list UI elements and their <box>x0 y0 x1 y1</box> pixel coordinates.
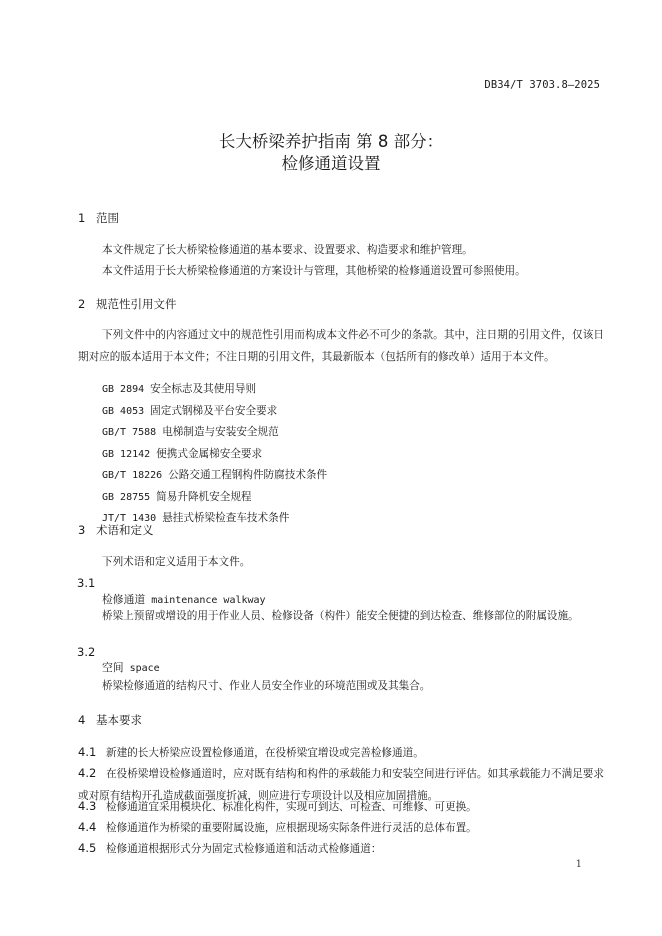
reference-code: JT/T 1430 <box>102 513 157 524</box>
section-title: 规范性引用文件 <box>96 297 177 311</box>
clause-number: 4.2 <box>78 766 97 780</box>
clause-number: 4.3 <box>78 799 97 813</box>
clause-4-4 <box>78 817 604 840</box>
term-number: 3.1 <box>77 576 96 590</box>
reference-code: GB/T 7588 <box>102 427 157 438</box>
reference-code: GB 4053 <box>102 405 145 417</box>
clause-text: 在役桥梁增设检修通道时，应对既有结构和构件的承载能力和安装空间进行评估。如其承载能力不满足要求或对原有结构开孔造成截面强度折减，则应进行专项设计以及相应加固措施。 <box>78 768 604 802</box>
document-code: DB34/T 3703.8—2025 <box>484 79 600 91</box>
section-number: 3 <box>78 523 86 537</box>
clause-4-3 <box>78 796 604 819</box>
section-number: 4 <box>78 713 86 727</box>
reference-name: 便携式金属梯安全要求 <box>156 447 263 460</box>
section-heading-scope <box>78 210 119 226</box>
document-title-line-1: 长大桥梁养护指南 第 8 部分： <box>218 132 444 151</box>
term-chinese: 检修通道 <box>102 593 146 606</box>
terms-intro-paragraph: 下列术语和定义适用于本文件。 <box>102 556 251 568</box>
reference-item <box>102 487 327 509</box>
reference-code: GB/T 18226 <box>102 470 163 481</box>
reference-name: 悬挂式桥梁检查车技术条件 <box>162 512 290 524</box>
clause-text: 检修通道宜采用模块化、标准化构件，实现可到达、可检查、可维修、可更换。 <box>106 801 477 813</box>
reference-item <box>102 444 327 466</box>
term-number: 3.2 <box>77 645 96 659</box>
document-title-line-2: 检修通道设置 <box>281 154 381 173</box>
section-heading-normative-references <box>78 296 177 312</box>
scope-paragraph-2: 本文件适用于长大桥梁检修通道的方案设计与管理，其他桥梁的检修通道设置可参照使用。 <box>102 265 526 277</box>
section-heading-basic-requirements <box>78 712 142 728</box>
clause-text: 新建的长大桥梁应设置检修通道，在役桥梁宜增设或完善检修通道。 <box>106 747 424 759</box>
section-title: 术语和定义 <box>96 523 154 537</box>
reference-name: 电梯制造与安装安全规范 <box>162 426 279 438</box>
term-definition: 桥梁上预留或增设的用于作业人员、检修设备（构件）能安全便捷的到达检查、维修部位的附属设施。 <box>102 610 579 622</box>
section-number: 2 <box>78 297 86 311</box>
reference-item <box>102 379 327 401</box>
term-definition: 桥梁检修通道的结构尺寸、作业人员安全作业的环境范围或及其集合。 <box>102 680 431 692</box>
reference-name: 简易升降机安全规程 <box>156 490 252 503</box>
reference-item <box>102 465 327 487</box>
reference-item <box>102 422 327 444</box>
clause-number: 4.1 <box>78 745 97 759</box>
term-title <box>102 660 160 677</box>
term-english: space <box>129 663 160 674</box>
section-number: 1 <box>78 211 86 225</box>
term-english: maintenance walkway <box>151 595 266 606</box>
references-intro-paragraph: 下列文件中的内容通过文中的规范性引用而构成本文件必不可少的条款。其中，注日期的引用文件，仅该日期对应的版本适用于本文件；不注日期的引用文件，其最新版本（包括所有的修改单）适用于本文件。 <box>78 329 604 363</box>
clause-4-1 <box>78 742 604 765</box>
scope-paragraph-1: 本文件规定了长大桥梁检修通道的基本要求、设置要求、构造要求和维护管理。 <box>102 244 473 256</box>
reference-code: GB 12142 <box>102 448 151 460</box>
reference-item <box>102 401 327 423</box>
reference-list <box>102 379 327 530</box>
clause-4-5 <box>78 838 604 861</box>
reference-name: 固定式钢梯及平台安全要求 <box>150 404 278 417</box>
section-title: 基本要求 <box>96 713 142 727</box>
clause-number: 4.4 <box>78 820 97 834</box>
clause-number: 4.5 <box>78 841 97 855</box>
clause-text: 检修通道根据形式分为固定式检修通道和活动式检修通道： <box>106 843 382 855</box>
reference-name: 安全标志及其使用导则 <box>150 383 257 395</box>
page-number: 1 <box>575 859 582 870</box>
reference-name: 公路交通工程钢构件防腐技术条件 <box>168 469 328 481</box>
term-chinese: 空间 <box>102 661 124 674</box>
clause-text: 检修通道作为桥梁的重要附属设施，应根据现场实际条件进行灵活的总体布置。 <box>106 822 477 834</box>
reference-code: GB 2894 <box>102 384 145 395</box>
reference-code: GB 28755 <box>102 491 151 503</box>
section-heading-terms-definitions <box>78 522 154 538</box>
section-title: 范围 <box>96 211 119 225</box>
